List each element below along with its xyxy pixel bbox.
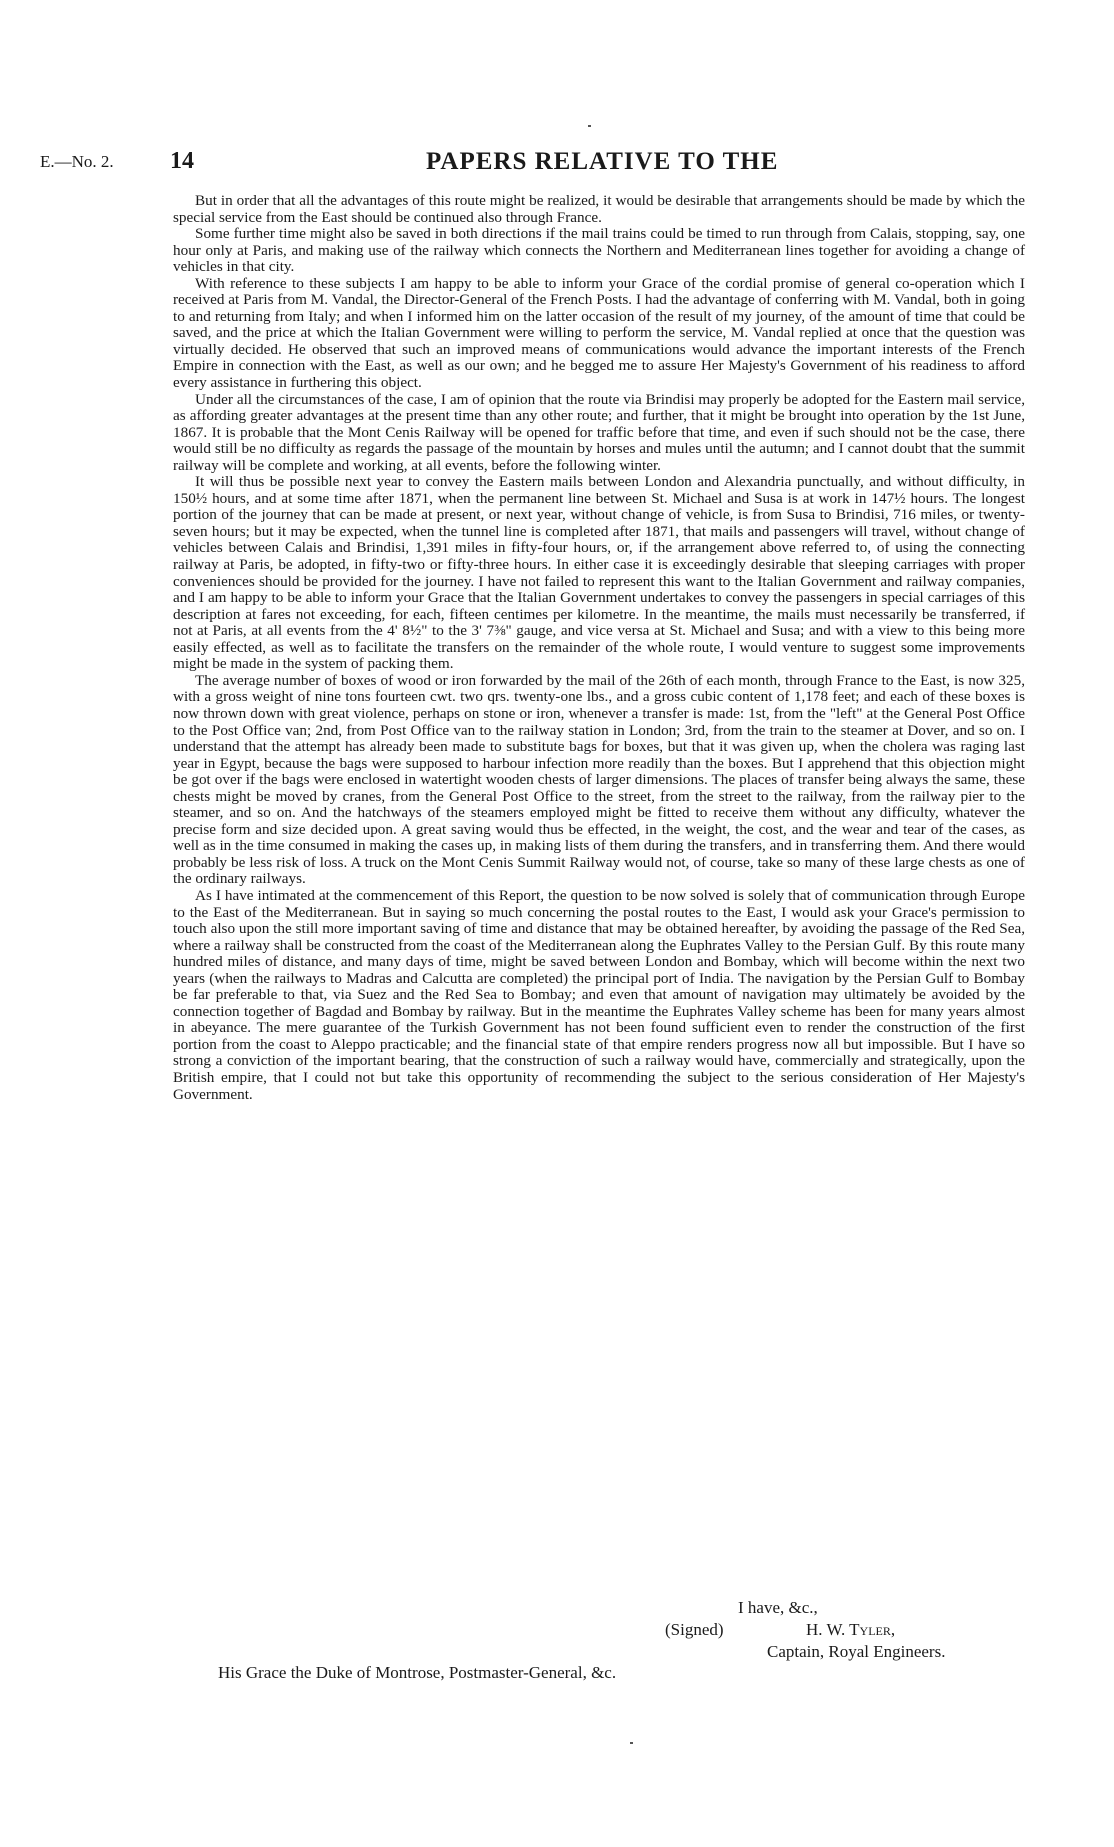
paragraph-7: As I have intimated at the commencement of this Report, the question to be now solved is solely that of communication through Europe to the East of the Mediterranean. But in saying so much concerning the postal routes to the East, I would ask your Grace's permission to touch also upon the still more important saving of time and distance that may be obtained hereafter, by avoiding the passage of the Red Sea, where a railway shall be constructed from the coast of the Mediterranean along the Euphrates Valley to the Persian Gulf. By this route many hundred miles of distance, and many days of time, might be saved between London and Bombay, which will become within the next two years (when the railways to Madras and Calcutta are completed) the principal port of India. The navigation by the Persian Gulf to Bombay be far preferable to that, via Suez and the Red Sea to Bombay; and even that amount of navigation may ultimately be avoided by the connection together of Bagdad and Bombay by railway. But in the meantime the Euphrates Valley scheme has been for many years almost in abeyance. The mere guarantee of the Turkish Government has not been found sufficient even to render the construction of the first portion from the coast to Aleppo practicable; and the financial state of that empire renders progress now all but impossible. But I have so strong a conviction of the important bearing, that the construction of such a railway would have, commercially and strategically, upon the British empire, that I could not but take this opportunity of recommending the subject to the serious consideration of Her Majesty's Government. — [173, 886, 1025, 1103]
letter-body — [173, 193, 1025, 1103]
addressee-line: His Grace the Duke of Montrose, Postmaster-General, &c. — [218, 1663, 617, 1682]
page-speck-top — [588, 125, 591, 127]
paragraph-5: It will thus be possible next year to convey the Eastern mails between London and Alexandria punctually, and without difficulty, in 150½ hours, and at some time after 1871, when the permanent line between St. Michael and Susa is at work in 147½ hours. The longest portion of the journey that can be made at present, or next year, without change of vehicle, is from Susa to Brindisi, 716 miles, or twenty-seven hours; but it may be expected, when the tunnel line is completed after 1871, that mails and passengers will travel, without change of vehicles between Calais and Brindisi, 1,391 miles in fifty-four hours, or, if the arrangement above referred to, of using the connecting railway at Paris, be adopted, in fifty-two or fifty-three hours. In either case it is exceedingly desirable that sleeping carriages with proper conveniences should be provided for the journey. I have not failed to represent this want to the Italian Government and railway companies, and I am happy to be able to inform your Grace that the Italian Government undertakes to convey the passengers in special carriages of this description at fares not exceeding, for each, fifteen centimes per kilometre. In the meantime, the mails must necessarily be transferred, if not at Paris, at all events from the 4' 8½" to the 3' 7⅜" gauge, and vice versa at St. Michael and Susa; and with a view to this being more easily effected, as well as to facilitate the transfers on the remainder of the whole route, I would venture to suggest some improvements might be made in the system of packing them. — [173, 473, 1025, 673]
document-reference: E.—No. 2. — [40, 152, 114, 171]
paragraph-2: Some further time might also be saved in both directions if the mail trains could be timed to run through from Calais, stopping, say, one hour only at Paris, and making use of the railway which connects the Northern and Mediterranean lines together for avoiding a change of vehicles in that city. — [173, 225, 1025, 276]
page-number: 14 — [170, 148, 194, 174]
paragraph-4: Under all the circumstances of the case, I am of opinion that the route via Brindisi may properly be adopted for the Eastern mail service, as affording greater advantages at the present time than any other route; and further, that it might be brought into operation by the 1st June, 1867. It is probable that the Mont Cenis Railway will be opened for traffic before that time, and even if such should not be the case, there would still be no difficulty as regards the passage of the mountain by horses and mules until the autumn; and I cannot doubt that the summit railway will be complete and working, at all events, before the following winter. — [173, 390, 1025, 474]
paragraph-1: But in order that all the advantages of this route might be realized, it would be desirable that arrangements should be made by which the special service from the East should be continued also through France. — [173, 192, 1025, 226]
closing-salutation: I have, &c., — [738, 1598, 818, 1617]
signed-label: (Signed) — [665, 1620, 724, 1639]
paragraph-6: The average number of boxes of wood or iron forwarded by the mail of the 26th of each month, through France to the East, is now 325, with a gross weight of nine tons fourteen cwt. two qrs. twenty-one lbs., and a gross cubic content of 1,178 feet; and each of these boxes is now thrown down with great violence, perhaps on stone or iron, whenever a transfer is made: 1st, from the "left" at the General Post Office to the Post Office van; 2nd, from Post Office van to the railway station in London; 3rd, from the train to the steamer at Dover, and so on. I understand that the attempt has already been made to substitute bags for boxes, but that it was given up, when the cholera was raging last year in Egypt, because the bags were supposed to harbour infection more readily than the boxes. But I apprehend that this objection might be got over if the bags were enclosed in watertight wooden chests of larger dimensions. The places of transfer being always the same, these chests might be moved by cranes, from the General Post Office to the street, from the street to the railway, from the railway pier to the steamer, and so on. And the hatchways of the steamers employed might be fitted to receive them without any difficulty, whatever the precise form and size decided upon. A great saving would thus be effected, in the weight, the cost, and the wear and tear of the cases, as well as in the time consumed in making the cases up, in making lists of them during the transfers, and in transferring them. And there would probably be less risk of loss. A truck on the Mont Cenis Summit Railway would not, of course, take so many of these large chests as one of the ordinary railways. — [173, 671, 1025, 888]
page-speck-bottom — [630, 1742, 633, 1744]
page-title: PAPERS RELATIVE TO THE — [426, 148, 779, 175]
page-header — [0, 148, 1114, 188]
signatory-rank: Captain, Royal Engineers. — [767, 1642, 946, 1661]
paragraph-3: With reference to these subjects I am happy to be able to inform your Grace of the cordial promise of general co-operation which I received at Paris from M. Vandal, the Director-General of the French Posts. I had the advantage of conferring with M. Vandal, both in going to and returning from Italy; and when I informed him on the latter occasion of the result of my journey, of the amount of time that could be saved, and the price at which the Italian Government were willing to perform the service, M. Vandal replied at once that the question was virtually decided. He observed that such an improved means of communications would advance the important interests of the French Empire in connection with the East, as well as our own; and he begged me to assure Her Majesty's Government of his readiness to afford every assistance in furthering this object. — [173, 274, 1025, 392]
signatory-name: H. W. Tyler, — [806, 1620, 896, 1639]
